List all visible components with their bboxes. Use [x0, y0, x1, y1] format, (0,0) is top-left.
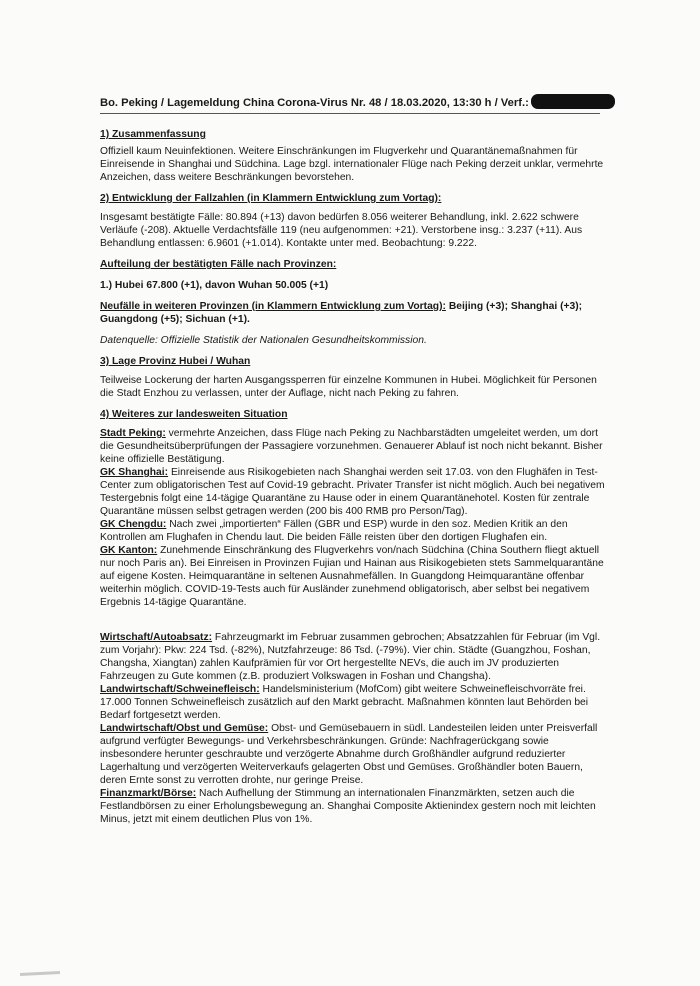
text-peking: vermehrte Anzeichen, dass Flüge nach Peking zu Nachbarstädten umgeleitet werden, um dort die Gesundheitsüberprüfungen der Passagiere vorzunehmen. Genauerer Ablauf ist noch nicht bekannt. Bisher keine offizielle Bestätigung. — [100, 428, 603, 465]
section-summary — [100, 128, 608, 184]
section-hubei — [100, 355, 608, 400]
text-finance: Nach Aufhellung der Stimmung an internationalen Finanzmärkten, setzen auch die Festlandbörsen zu einer Erholungsbewegung an. Shanghai Composite Aktienindex gestern noch mit leichten Minus, jetzt mit einem deutlichen Plus von 1%. — [100, 788, 596, 825]
text-auto: Fahrzeugmarkt im Februar zusammen gebrochen; Absatzzahlen für Februar (im Vgl. zum Vorjahr): Pkw: 224 Tsd. (-82%), Nutzfahrzeuge: 86 Tsd. (-79%). Vier chin. Städte (Guangzhou, Foshan, Changsha, Xiangtan) zahlen Kaufprämien für vor Ort hergestellte NEVs, die auch im JV produzierten Fahrzeugen zu Gute kommen (z.B. produziert Volkswagen in Foshan und Changsha). — [100, 632, 601, 682]
label-chengdu: GK Chengdu: — [100, 519, 167, 530]
label-finance: Finanzmarkt/Börse: — [100, 788, 197, 799]
header-rule — [100, 113, 600, 114]
section-title: 1) Zusammenfassung — [100, 129, 206, 140]
label-pork: Landwirtschaft/Schweinefleisch: — [100, 684, 260, 695]
label-peking: Stadt Peking: — [100, 428, 166, 439]
section-nationwide — [100, 408, 608, 609]
paragraph-peking — [100, 427, 608, 466]
paragraph-auto — [100, 631, 608, 683]
paragraph-chengdu — [100, 518, 608, 544]
paragraph-kanton — [100, 544, 608, 609]
paragraph: Insgesamt bestätigte Fälle: 80.894 (+13) davon bedürfen 8.056 weiterer Behandlung, inkl. 2.622 schwere Verläufe (-208). Aktuelle Verdachtsfälle 119 (neu aufgenommen: +21). Verstorbene insg.: 3.237 (+11). Aus Behandlung entlassen: 6.9601 (+1.014). Kontakte unter med. Beobachtung: 9.222. — [100, 212, 583, 249]
label-auto: Wirtschaft/Autoabsatz: — [100, 632, 213, 643]
paragraph-finance — [100, 787, 608, 826]
hubei-line: 1.) Hubei 67.800 (+1), davon Wuhan 50.005 (+1) — [100, 280, 329, 291]
other-provinces — [100, 300, 608, 326]
other-provinces-title: Neufälle in weiteren Provinzen (in Klammern Entwicklung zum Vortag): — [100, 301, 446, 312]
section-title: 4) Weiteres zur landesweiten Situation — [100, 409, 288, 420]
subsection-title: Aufteilung der bestätigten Fälle nach Provinzen: — [100, 259, 337, 270]
text-produce: Obst- und Gemüsebauern in südl. Landesteilen leiden unter Preisverfall aufgrund verfügter Bewegungs- und Verkehrsbeschränkungen. Gründe: Nachfragerückgang sowie insbesondere herunter geschraubte und verzögerte Abnahme durch Großhändler aufgrund reduzierter Lagerhaltung und verzögerten Weiterverkaufs gelagerten Obst und Gemüses. Großhändler boten Bauern, deren Ernte sonst zu verrotten drohte, nur geringe Preise. — [100, 723, 598, 786]
text-chengdu: Nach zwei „importierten“ Fällen (GBR und ESP) wurde in den soz. Medien Kritik an den Kontrollen am Flughafen in Chendu laut. Die beiden Fälle reisten über den dortigen Flughafen ein. — [100, 519, 568, 543]
document-body — [100, 128, 608, 826]
section-title: 2) Entwicklung der Fallzahlen (in Klammern Entwicklung zum Vortag): — [100, 193, 442, 204]
label-shanghai: GK Shanghai: — [100, 467, 169, 478]
paragraph-produce — [100, 722, 608, 787]
other-provinces-text: Beijing (+3); Shanghai (+3); Guangdong (+5); Sichuan (+1). — [100, 301, 583, 325]
text-kanton: Zunehmende Einschränkung des Flugverkehrs von/nach Südchina (China Southern fliegt aktuell nur noch Paris an). Bei Einreisen in Provinzen Fujian und Hainan aus Risikogebieten stets Sammelquarantäne auf eigene Kosten. Heimquarantäne in seltenen Ausnahmefällen. In Guangdong Heimquarantäne offenbar weiterhin möglich. COVID-19-Tests auch für Ausländer zunehmend obligatorisch, aber selbst bei negativem Ergebnis 14-tägige Quarantäne. — [100, 545, 604, 608]
section-title: 3) Lage Provinz Hubei / Wuhan — [100, 356, 251, 367]
document-header — [100, 94, 600, 109]
label-kanton: GK Kanton: — [100, 545, 158, 556]
paragraph: Teilweise Lockerung der harten Ausgangssperren für einzelne Kommunen in Hubei. Möglichkeit für Personen die Stadt Enzhou zu verlassen, unter der Auflage, nicht nach Peking zu fahren. — [100, 375, 597, 399]
paragraph-shanghai — [100, 466, 608, 518]
text-shanghai: Einreisende aus Risikogebieten nach Shanghai werden seit 17.03. von den Flughäfen in Test-Center zum obligatorischen Test auf Covid-19 gebracht. Privater Transfer ist nicht möglich. Auch bei negativem Testergebnis folgt eine 14-tägige Quarantäne zu Hause oder in einem Quarantänehotel. Kosten für zentrale Quarantäne müssen selbst getragen werden (200 bis 400 RMB pro Person/Tag). — [100, 467, 605, 517]
spacer — [100, 617, 608, 631]
paragraph-pork — [100, 683, 608, 722]
data-source: Datenquelle: Offizielle Statistik der Nationalen Gesundheitskommission. — [100, 335, 427, 346]
header-text: Bo. Peking / Lagemeldung China Corona-Virus Nr. 48 / 18.03.2020, 13:30 h / Verf.: — [100, 97, 529, 109]
section-economy — [100, 631, 608, 826]
paragraph: Offiziell kaum Neuinfektionen. Weitere Einschränkungen im Flugverkehr und Quarantänemaßnahmen für Einreisende in Shanghai und Südchina. Lage bzgl. internationaler Flüge nach Peking derzeit unklar, vermehrte Anzeichen, dass weitere Beschränkungen bevorstehen. — [100, 146, 604, 183]
label-produce: Landwirtschaft/Obst und Gemüse: — [100, 723, 269, 734]
text-pork: Handelsministerium (MofCom) gibt weitere Schweinefleischvorräte frei. 17.000 Tonnen Schweinefleisch zusätzlich auf den Markt gebracht. Maßnahmen könnten laut Behörden bei Bedarf fortgesetzt werden. — [100, 684, 589, 721]
redaction-bar — [531, 94, 615, 109]
scan-smudge — [20, 971, 60, 976]
section-case-numbers — [100, 192, 608, 347]
